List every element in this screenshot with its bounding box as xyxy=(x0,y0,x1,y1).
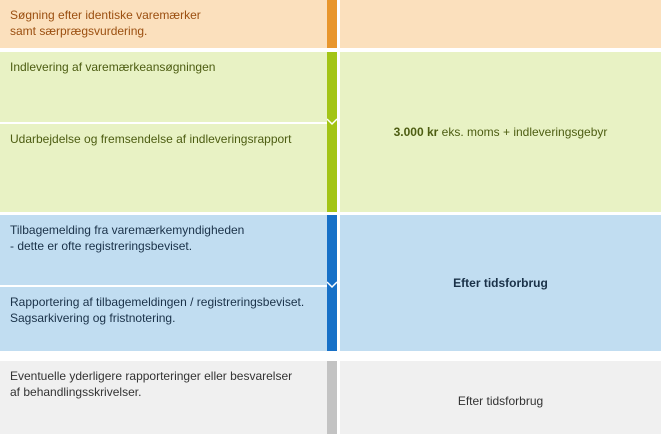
gray-price-cell xyxy=(340,361,661,434)
green-price-cell xyxy=(340,52,661,212)
step-search xyxy=(0,0,327,48)
step-search-line1: Søgning efter identiske varemærker xyxy=(10,8,201,22)
orange-timeline-bar xyxy=(327,0,337,48)
step-reporting-line1: Rapportering af tilbagemeldingen / registreringsbeviset. xyxy=(10,295,305,309)
green-price-rest: eks. moms + indleveringsgebyr xyxy=(438,125,608,139)
blue-chevron-icon xyxy=(327,280,337,290)
step-filing-line1: Indlevering af varemærkeansøgningen xyxy=(10,60,216,74)
gray-price-text: Efter tidsforbrug xyxy=(457,393,544,408)
step-filing xyxy=(0,52,327,122)
step-reporting-line2: Sagsarkivering og fristnotering. xyxy=(10,311,176,325)
step-reporting xyxy=(0,287,327,351)
green-price-amount: 3.000 kr xyxy=(393,125,439,139)
step-response-line2: - dette er ofte registreringsbeviset. xyxy=(10,239,193,253)
step-report xyxy=(0,124,327,212)
step-report-line1: Udarbejdelse og fremsendelse af indleveringsrapport xyxy=(10,132,292,146)
green-chevron-icon xyxy=(327,117,337,127)
blue-price-text: Efter tidsforbrug xyxy=(453,276,548,290)
gray-timeline-bar xyxy=(327,361,337,434)
orange-price-cell xyxy=(340,0,661,48)
step-additional xyxy=(0,361,327,434)
step-search-line2: samt særprægsvurdering. xyxy=(10,24,148,38)
step-additional-line1: Eventuelle yderligere rapporteringer eller besvarelser xyxy=(10,369,293,383)
step-additional-line2: af behandlingsskrivelser. xyxy=(10,385,142,399)
step-response-line1: Tilbagemelding fra varemærkemyndigheden xyxy=(10,223,245,237)
blue-price-cell xyxy=(340,215,661,351)
step-response xyxy=(0,215,327,285)
green-timeline-bar xyxy=(327,52,337,212)
